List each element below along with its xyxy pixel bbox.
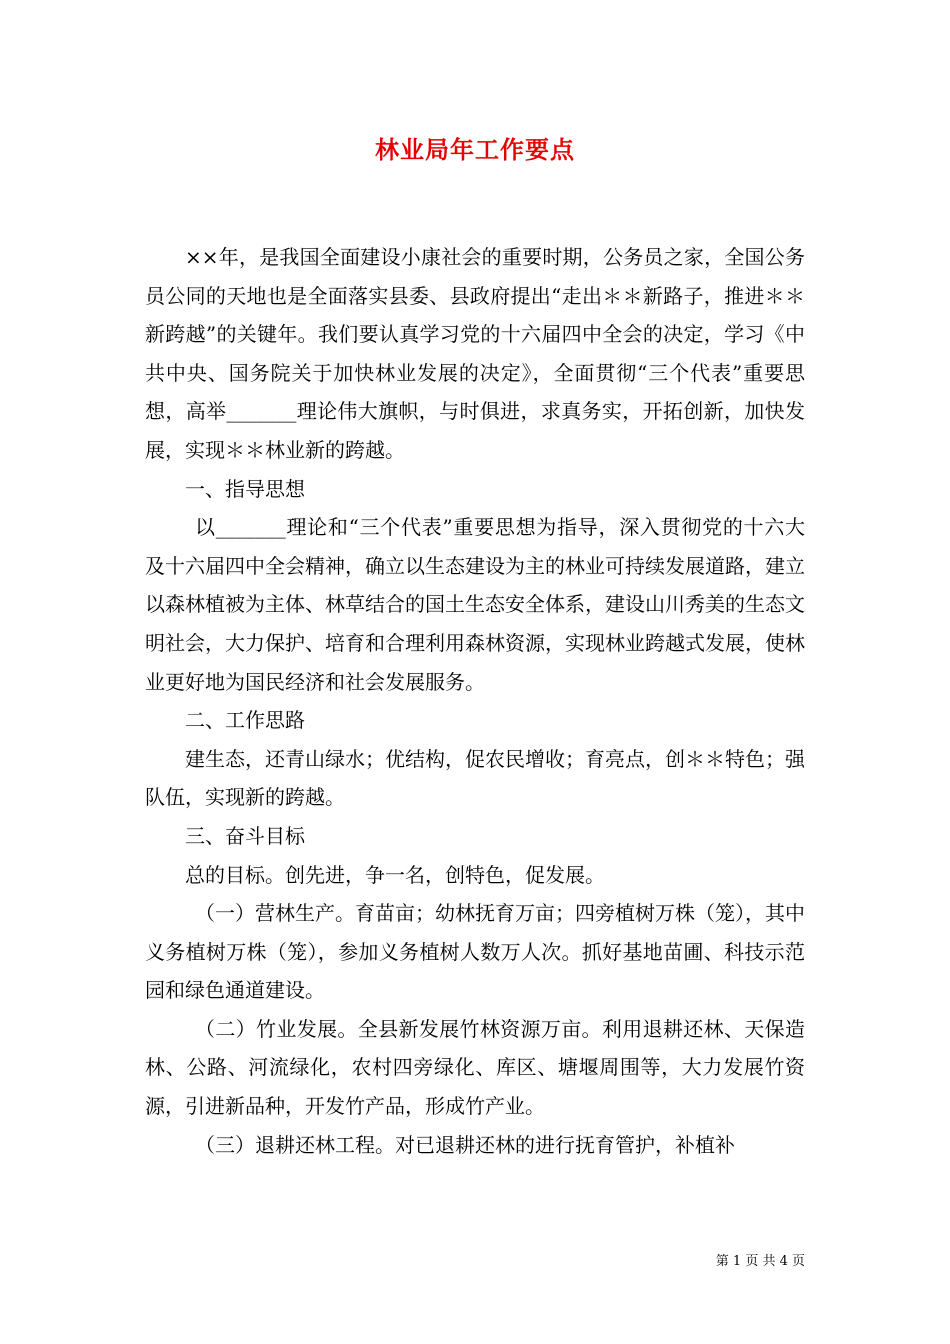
section-heading-work-approach: 二、工作思路 [185, 708, 305, 733]
section-heading-goals: 三、奋斗目标 [185, 823, 305, 848]
intro-paragraph: ××年，是我国全面建设小康社会的重要时期，公务员之家，全国公务员公同的天地也是全面落实县委、县政府提出“走出＊＊新路子，推进＊＊新跨越”的关键年。我们要认真学习党的十六届四中全会的决定，学习《中共中央、国务院关于加快林业发展的决定》，全面贯彻“三个代表”重要思想，高举_______理论伟大旗帜，与时俱进，求真务实，开拓创新，加快发展，实现＊＊林业新的跨越。 [145, 245, 805, 462]
work-approach-paragraph: 建生态，还青山绿水；优结构，促农民增收；育亮点，创＊＊特色；强队伍，实现新的跨越。 [145, 746, 805, 810]
document-title: 林业局年工作要点 [375, 135, 575, 164]
document-body [145, 238, 805, 1164]
goal-item-forestry-production: （一）营林生产。育苗亩；幼林抚育万亩；四旁植树万株（笼），其中义务植树万株（笼），参加义务植树人数万人次。抓好基地苗圃、科技示范园和绿色通道建设。 [145, 901, 805, 1003]
page-number: 第 1 页 共 4 页 [715, 1254, 805, 1269]
guiding-thought-paragraph: 以_______理论和“三个代表”重要思想为指导，深入贯彻党的十六大及十六届四中全会精神，确立以生态建设为主的林业可持续发展道路，建立以森林植被为主体、林草结合的国土生态安全体系，建设山川秀美的生态文明社会，大力保护、培育和合理利用森林资源，实现林业跨越式发展，使林业更好地为国民经济和社会发展服务。 [145, 515, 805, 694]
goal-item-bamboo-development: （二）竹业发展。全县新发展竹林资源万亩。利用退耕还林、天保造林、公路、河流绿化，农村四旁绿化、库区、塘堰周围等，大力发展竹资源，引进新品种，开发竹产品，形成竹产业。 [145, 1016, 805, 1119]
goal-item-returning-farmland: （三）退耕还林工程。对已退耕还林的进行抚育管护，补植补 [195, 1132, 735, 1157]
section-heading-guiding-thought: 一、指导思想 [185, 476, 305, 501]
overall-goal-paragraph: 总的目标。创先进，争一名，创特色，促发展。 [185, 862, 605, 887]
